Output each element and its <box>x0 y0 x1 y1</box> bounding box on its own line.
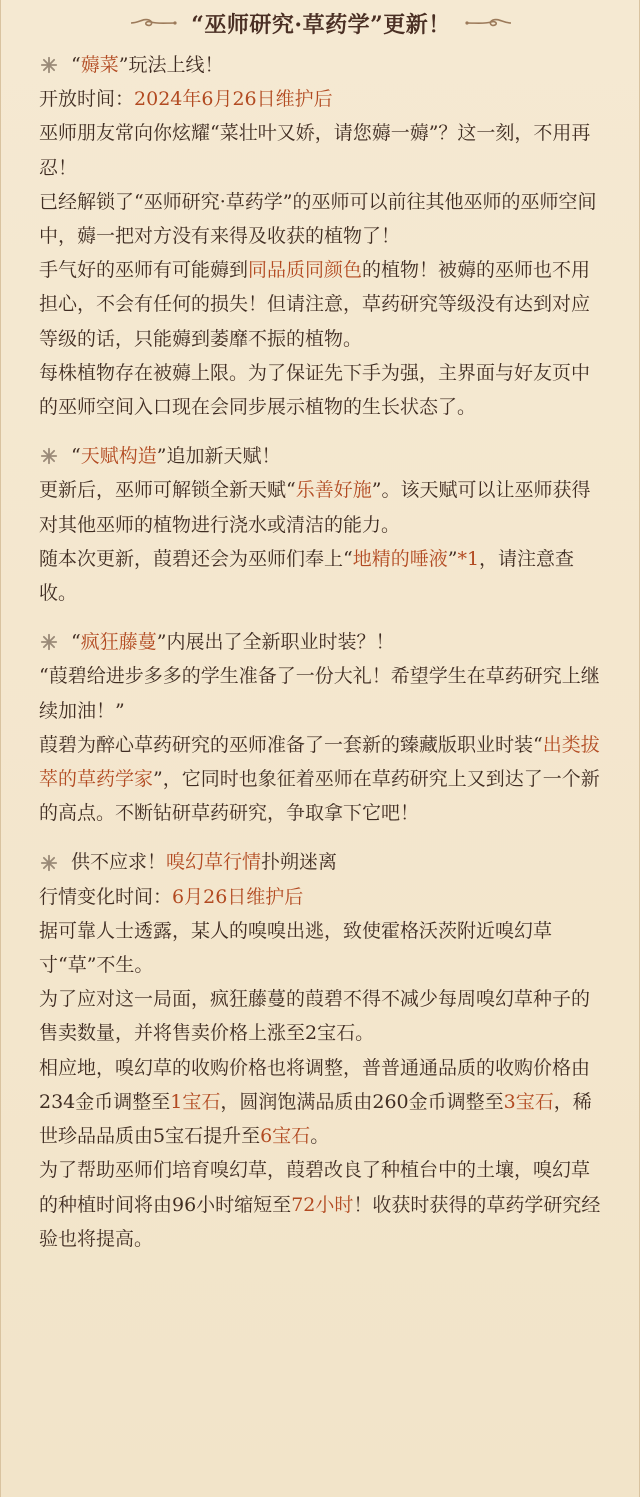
highlight-text: 6月26日维护后 <box>172 885 304 908</box>
section-heading-text <box>71 625 394 659</box>
section-paragraph <box>39 1153 605 1256</box>
highlight-text: 72小时 <box>291 1193 354 1216</box>
section-paragraph <box>39 728 605 831</box>
body-text: 每株植物存在被薅上限。为了保证先下手为强，主界面与好友页中的巫师空间入口现在会同步展示植物的生长状态了。 <box>39 361 591 419</box>
highlight-text: 嗅幻草行情 <box>166 851 262 874</box>
section-paragraph <box>39 659 605 727</box>
highlight-text: 3宝石 <box>503 1090 554 1113</box>
section-heading-text <box>71 845 337 879</box>
body-text: ，圆润饱满品质由260金币调整至 <box>220 1090 504 1113</box>
body-text: 相应地，嗅幻草的收购价格也将调整，普普通通品质的收购价格由234金币调整至 <box>39 1056 591 1113</box>
body-text: 随本次更新，葭碧还会为巫师们奉上“ <box>39 547 353 570</box>
body-text: 供不应求！ <box>71 851 167 874</box>
update-section <box>39 845 605 1255</box>
highlight-text: 天赋构造 <box>80 445 157 468</box>
body-text: 葭碧为醉心草药研究的巫师准备了一套新的臻藏版职业时装“ <box>39 733 543 756</box>
body-text: ”追加新天赋！ <box>156 445 281 468</box>
page-title: “巫师研究·草药学”更新！ <box>191 11 451 38</box>
section-paragraph <box>39 473 605 541</box>
section-paragraph <box>39 982 605 1050</box>
section-paragraph <box>39 1051 605 1154</box>
body-text: 为了应对这一局面，疯狂藤蔓的葭碧不得不减少每周嗅幻草种子的售卖数量，并将售卖价格上涨至2宝石。 <box>39 988 591 1045</box>
highlight-text: 6宝石 <box>260 1125 311 1148</box>
highlight-text: 地精的唾液 <box>352 547 448 570</box>
section-heading <box>39 48 605 82</box>
body-text: 巫师朋友常向你炫耀“菜壮叶又娇，请您薅一薅”？这一刻，不用再忍！ <box>39 122 591 179</box>
highlight-text: 同品质同颜色 <box>248 259 363 282</box>
body-text: 据可靠人士透露，某人的嗅嗅出逃，致使霍格沃茨附近嗅幻草寸“草”不生。 <box>39 919 553 977</box>
body-text: 为了帮助巫师们培育嗅幻草，葭碧改良了种植台中的土壤，嗅幻草的种植时间将由96小时缩短至 <box>39 1159 591 1216</box>
highlight-text: 乐善好施 <box>295 479 372 502</box>
announcement-body <box>39 48 605 1271</box>
highlight-text: 疯狂藤蔓 <box>80 631 157 654</box>
section-paragraph <box>39 185 605 253</box>
body-text: ！收获时获得的草药学研究经验也将提高。 <box>39 1193 601 1250</box>
sparkle-bullet-icon <box>39 853 59 873</box>
section-paragraph <box>39 82 605 116</box>
body-text: “ <box>71 445 81 468</box>
section-paragraph <box>39 356 605 424</box>
body-text: ”玩法上线！ <box>118 54 224 76</box>
left-ornament-icon <box>129 16 177 30</box>
body-text: “ <box>71 631 81 654</box>
body-text: 行情变化时间： <box>39 885 173 908</box>
highlight-text: 2024年6月26日维护后 <box>134 88 333 111</box>
body-text: 手气好的巫师有可能薅到 <box>39 259 249 282</box>
body-text: 开放时间： <box>39 88 135 111</box>
section-paragraph <box>39 116 605 184</box>
body-text: ”内展出了全新职业时装？！ <box>156 631 395 654</box>
highlight-text: *1 <box>457 547 480 570</box>
body-text: 已经解锁了“巫师研究·草药学”的巫师可以前往其他巫师的巫师空间中，薅一把对方没有来得及收获的植物了！ <box>39 190 597 248</box>
body-text: ，请注意查收。 <box>39 547 575 605</box>
highlight-text: 薅菜 <box>80 54 119 76</box>
update-section <box>39 625 605 830</box>
section-heading-text <box>71 48 223 82</box>
update-section <box>39 439 605 610</box>
section-heading <box>39 439 605 473</box>
sparkle-bullet-icon <box>39 446 59 466</box>
section-heading <box>39 625 605 659</box>
body-text: “ <box>71 54 81 76</box>
body-text: ” <box>447 547 458 570</box>
body-text: ，稀世珍品品质由5宝石提升至 <box>39 1090 592 1148</box>
section-paragraph <box>39 542 605 610</box>
body-text: 更新后，巫师可解锁全新天赋“ <box>39 479 296 502</box>
body-text: 。 <box>310 1125 330 1148</box>
highlight-text: 出类拔萃的草药学家 <box>39 733 600 791</box>
sparkle-bullet-icon <box>39 632 59 652</box>
body-text: 的植物！被薅的巫师也不用担心，不会有任何的损失！但请注意，草药研究等级没有达到对应等级的话，只能薅到萎靡不振的植物。 <box>39 259 591 350</box>
update-section <box>39 48 605 424</box>
title-bar <box>1 6 640 40</box>
highlight-text: 1宝石 <box>170 1090 221 1113</box>
body-text: “葭碧给进步多多的学生准备了一份大礼！希望学生在草药研究上继续加油！” <box>39 665 600 722</box>
sparkle-bullet-icon <box>39 55 59 75</box>
section-heading-text <box>71 439 280 473</box>
body-text: ”，它同时也象征着巫师在草药研究上又到达了一个新的高点。不断钻研草药研究，争取拿下它吧！ <box>39 768 600 825</box>
section-paragraph <box>39 253 605 356</box>
section-paragraph <box>39 914 605 982</box>
section-paragraph <box>39 880 605 914</box>
body-text: ”。该天赋可以让巫师获得对其他巫师的植物进行浇水或清洁的能力。 <box>39 479 591 536</box>
body-text: 扑朔迷离 <box>261 851 338 874</box>
right-ornament-icon <box>465 16 513 30</box>
section-heading <box>39 845 605 879</box>
